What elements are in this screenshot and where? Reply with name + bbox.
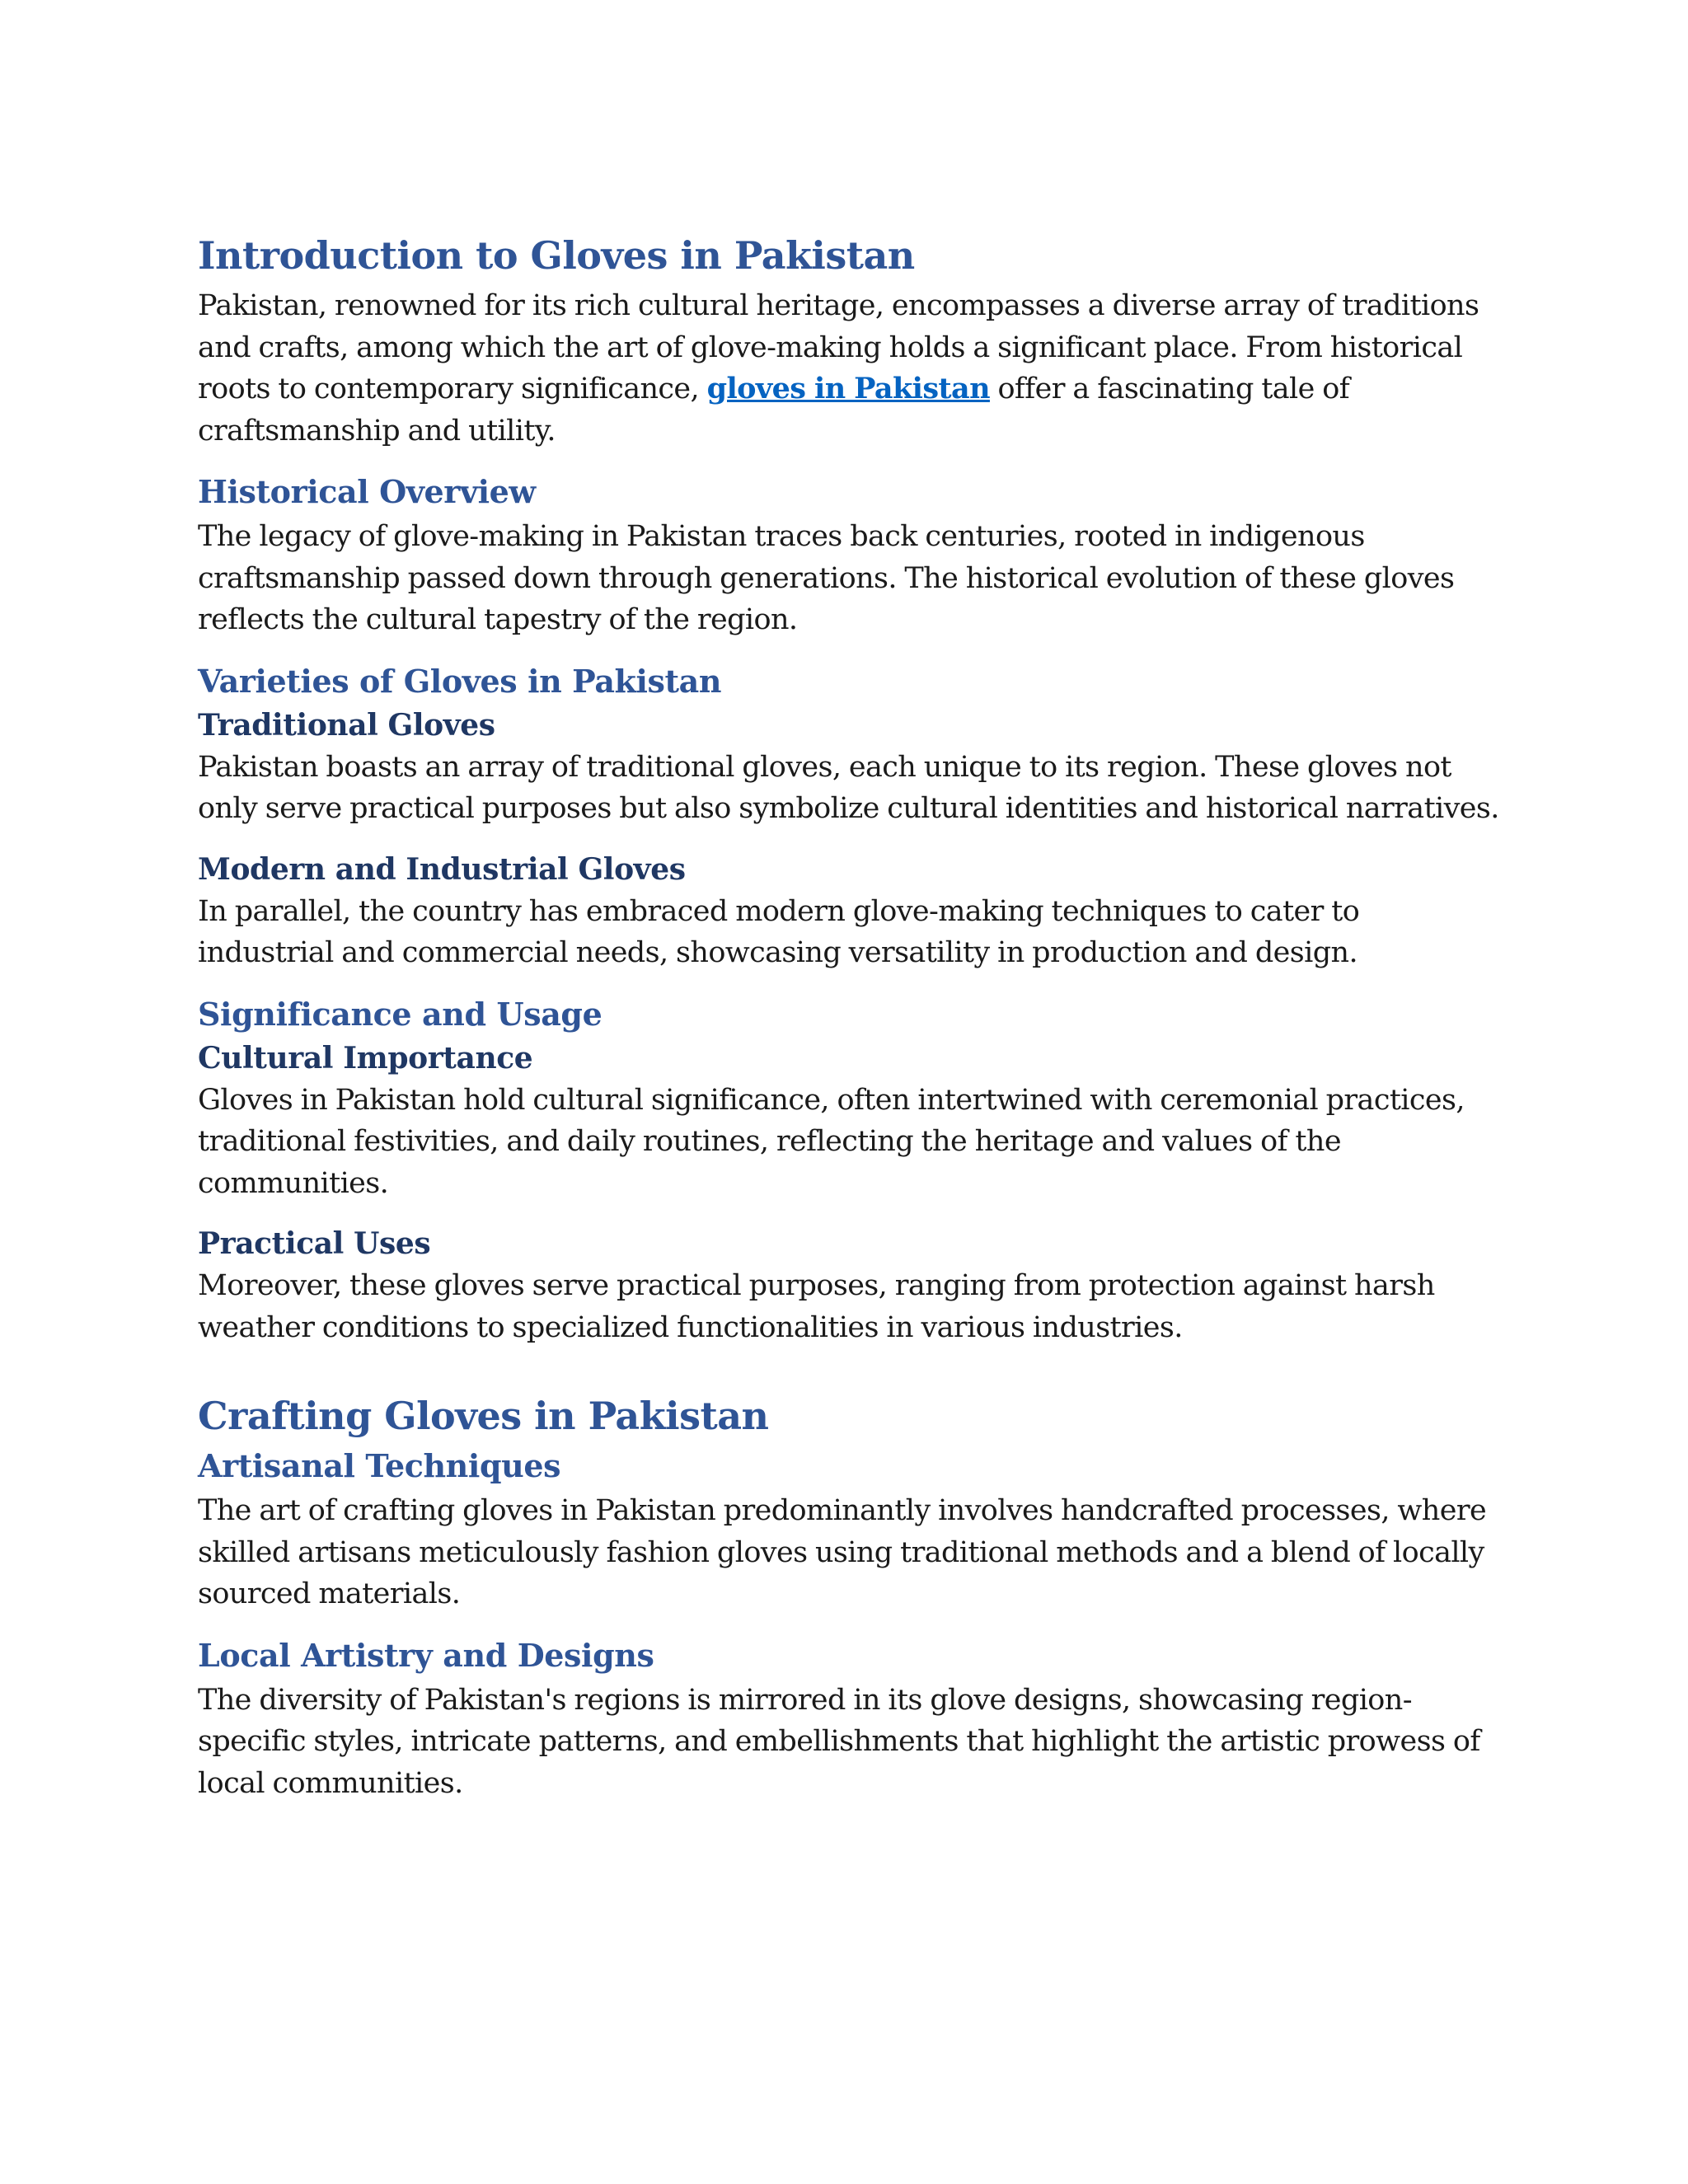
traditional-gloves-heading: Traditional Gloves <box>198 707 495 743</box>
local-artistry-heading: Local Artistry and Designs <box>198 1636 654 1674</box>
intro-paragraph <box>198 285 1500 452</box>
intro-title: Introduction to Gloves in Pakistan <box>198 233 915 278</box>
traditional-gloves-paragraph: Pakistan boasts an array of traditional gloves, each unique to its region. These gloves not only serve practical purposes but also symbolize cultural identities and historical narratives. <box>198 750 1499 825</box>
practical-uses-heading: Practical Uses <box>198 1226 431 1261</box>
local-artistry-paragraph: The diversity of Pakistan's regions is mirrored in its glove designs, showcasing region-specific styles, intricate patterns, and embellishments that highlight the artistic prowess of local communities. <box>198 1683 1480 1800</box>
historical-overview-heading: Historical Overview <box>198 473 536 510</box>
intro-text-before-link: Pakistan, renowned for its rich cultural heritage, encompasses a diverse array of traditions and crafts, among which the art of glove-making holds a significant place. From historical roots to contemporary significance, <box>198 289 1479 405</box>
historical-overview-paragraph: The legacy of glove-making in Pakistan traces back centuries, rooted in indigenous craftsmanship passed down through generations. The historical evolution of these gloves reflects the cultural tapestry of the region. <box>198 520 1455 636</box>
cultural-importance-heading: Cultural Importance <box>198 1040 533 1076</box>
crafting-title: Crafting Gloves in Pakistan <box>198 1394 769 1438</box>
significance-heading: Significance and Usage <box>198 995 603 1033</box>
artisanal-techniques-heading: Artisanal Techniques <box>198 1447 561 1484</box>
intro-text-after-link: offer a fascinating tale of craftsmanship and utility. <box>198 373 1350 448</box>
modern-gloves-paragraph: In parallel, the country has embraced modern glove-making techniques to cater to industrial and commercial needs, showcasing versatility in production and design. <box>198 894 1360 969</box>
practical-uses-paragraph: Moreover, these gloves serve practical purposes, ranging from protection against harsh weather conditions to specialized functionalities in various industries. <box>198 1269 1435 1344</box>
modern-gloves-heading: Modern and Industrial Gloves <box>198 851 686 887</box>
artisanal-techniques-paragraph: The art of crafting gloves in Pakistan predominantly involves handcrafted processes, where skilled artisans meticulously fashion gloves using traditional methods and a blend of locally sourced materials. <box>198 1494 1487 1610</box>
cultural-importance-paragraph: Gloves in Pakistan hold cultural significance, often intertwined with ceremonial practices, traditional festivities, and daily routines, reflecting the heritage and values of the communities. <box>198 1083 1465 1200</box>
varieties-heading: Varieties of Gloves in Pakistan <box>198 662 722 700</box>
document-page <box>198 231 1500 1804</box>
gloves-in-pakistan-link[interactable]: gloves in Pakistan <box>706 372 990 405</box>
